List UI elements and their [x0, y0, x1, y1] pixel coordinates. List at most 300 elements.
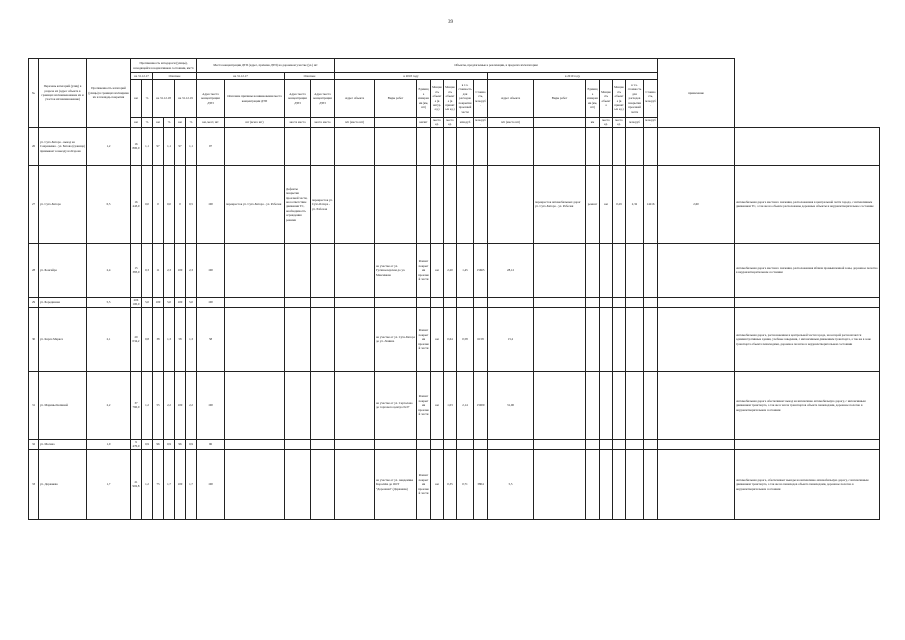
- cell-area: 15 383,0: [131, 243, 142, 297]
- table-header: [29, 59, 880, 128]
- cell-p18: 100: [175, 297, 186, 307]
- sub-cell: км: [131, 118, 142, 128]
- cell-obj19-note: [644, 307, 658, 371]
- cell-area: 37 760,0: [131, 371, 142, 439]
- cell-k19: 0,5: [186, 165, 197, 243]
- cell-p17: 55: [153, 371, 164, 439]
- cell-k18: 0,9: [164, 439, 175, 449]
- cell-obj19-p2: [626, 439, 644, 449]
- cell-p18: 100: [175, 371, 186, 439]
- cell-name: ул. Марины Копиной: [39, 371, 87, 439]
- cell-obj18-cost: [488, 297, 534, 307]
- sub-cell: место ед.: [613, 118, 626, 128]
- cell-empty: [335, 297, 375, 307]
- col-d17: на 31.12.17: [131, 73, 153, 80]
- cell-obj18-unit: км: [431, 307, 444, 371]
- col-reason-dtp: Описание причины возникновения места концентрации ДТП: [225, 80, 285, 118]
- cell-obj18-p1: 2,20: [444, 243, 457, 297]
- cell-name: ул. Сухэ-Батора - выезд на Совражевка - ул. Батова (граница) примыкает к выезду на Кэрона: [39, 127, 87, 165]
- cell-obj19-p1: [613, 297, 626, 307]
- table-row: [29, 243, 880, 297]
- col-work-type: Виды работ: [375, 80, 417, 118]
- cell-obj18-p2: [457, 439, 474, 449]
- cell-p19: 100: [197, 297, 225, 307]
- subheader-row: [29, 118, 880, 128]
- cell-dtp-addr2: [311, 127, 335, 165]
- cell-obj19-work: [586, 439, 600, 449]
- cell-dtp-reason: Дефекты покрытия проезжей части, несоответствие движения ТС, необходимость ограждения режима: [285, 165, 311, 243]
- cell-ext: 1,2: [87, 127, 131, 165]
- cell-p19: 100: [197, 165, 225, 243]
- col-km17: км: [131, 80, 142, 118]
- cell-obj19-p2: [626, 127, 644, 165]
- cell-obj19-p1: [613, 127, 626, 165]
- cell-obj18-note: [474, 127, 488, 165]
- cell-k17: 0,0: [142, 165, 153, 243]
- cell-dtp-addr: [225, 449, 285, 519]
- col-power4: Мощность объекта (в принятых ед.): [613, 80, 626, 118]
- cell-p18: 100: [175, 449, 186, 519]
- cell-n: 30: [29, 307, 39, 371]
- cell-obj19-addr: перекресток автомобильных дорог ул. Сухэ-Батора - ул. Рабочая: [534, 165, 586, 243]
- cell-note: Автомобильная дорога местного значения, расположенная в центральной части города, с интенсивным движением ТС, а так же на объекте расположены дорожные объекты и неудовлетворительное состояние: [735, 165, 880, 243]
- cell-obj19-cost: [658, 297, 735, 307]
- cell-name: ул. Доржиева: [39, 449, 87, 519]
- cell-p18: 96: [175, 439, 186, 449]
- cell-obj18-work: [417, 165, 431, 243]
- cell-n: 27: [29, 165, 39, 243]
- cell-obj19-note: [644, 297, 658, 307]
- cell-obj19-addr: [534, 297, 586, 307]
- col-power3: Мощность объекта: [600, 80, 613, 118]
- cell-obj18-p2: 0,58: [457, 307, 474, 371]
- cell-k19: 2,3: [186, 243, 197, 297]
- col-unit2: Единица измерения (км, шт): [586, 80, 600, 118]
- sub-cell: млн.руб: [626, 118, 644, 128]
- col-year2018: в 2018 году: [335, 73, 488, 80]
- cell-obj19-work: ремонт: [586, 165, 600, 243]
- cell-obj19-note: [644, 449, 658, 519]
- cell-dtp-addr2: перекресток ул. Сухэ-Батора - ул. Рабочая: [311, 165, 335, 243]
- cell-empty: [335, 127, 375, 165]
- cell-obj19-p2: 2,32: [626, 165, 644, 243]
- cell-k18: 5,0: [164, 297, 175, 307]
- table-row: [29, 449, 880, 519]
- cell-empty: [335, 165, 375, 243]
- cell-k19: 1,3: [186, 307, 197, 371]
- sub-cell: места места: [285, 118, 311, 128]
- cell-obj19-unit: [600, 243, 613, 297]
- cell-area: 9 470,0: [131, 439, 142, 449]
- cell-obj18-addr: на участке от ул. Гусиноозерская до ул. Максимова: [375, 243, 417, 297]
- cell-k17: 0,9: [142, 439, 153, 449]
- sub-cell: %: [186, 118, 197, 128]
- cell-dtp-addr2: [311, 243, 335, 297]
- cell-empty: [335, 307, 375, 371]
- cell-obj19-addr: [534, 243, 586, 297]
- cell-obj19-addr: [534, 127, 586, 165]
- cell-name: ул. Москва: [39, 439, 87, 449]
- cell-obj18-note: 6158: [474, 307, 488, 371]
- cell-obj19-addr: [534, 439, 586, 449]
- cell-name: ул. Сухэ-Батора: [39, 165, 87, 243]
- sub-cell: км/шт: [417, 118, 431, 128]
- cell-note: Автомобильная дорога, обеспечивает выезды на интенсивно автомобильную дорогу, с интенсивным движением транспорта, а так же на пешеходов объекта пешеходами, дорожное полотно в неудовлетворительном состоянии: [735, 449, 880, 519]
- cell-obj19-p1: [613, 243, 626, 297]
- cell-obj18-note: [474, 165, 488, 243]
- cell-dtp-reason: [285, 297, 311, 307]
- cell-p17: 0: [153, 165, 164, 243]
- cell-obj18-cost: [488, 439, 534, 449]
- cell-p17: 100: [153, 297, 164, 307]
- cell-obj18-addr: [375, 165, 417, 243]
- cell-dtp-reason: [285, 449, 311, 519]
- cell-obj18-cost: 5,5: [488, 449, 534, 519]
- cell-obj19-cost: 2,60: [658, 165, 735, 243]
- cell-obj18-cost: [488, 165, 534, 243]
- col-cost2: Стоимость, млн.руб.: [644, 80, 658, 118]
- cell-obj18-note: 3804: [474, 449, 488, 519]
- sub-cell: место ед.: [444, 118, 457, 128]
- cell-obj19-unit: [600, 449, 613, 519]
- table-row: [29, 307, 880, 371]
- cell-obj19-note: 14216: [644, 165, 658, 243]
- col-power: Мощность объекта (в натур. ед.): [431, 80, 444, 118]
- cell-obj18-p2: [457, 127, 474, 165]
- cell-k18: 2,2: [164, 371, 175, 439]
- table-row: [29, 371, 880, 439]
- col-number: №: [29, 59, 39, 128]
- cell-obj19-work: [586, 371, 600, 439]
- cell-dtp-addr: [225, 371, 285, 439]
- cell-obj19-addr: [534, 371, 586, 439]
- cell-area: 16 443,0: [131, 165, 142, 243]
- cell-obj19-work: [586, 449, 600, 519]
- cell-note: Автомобильная дорога обеспечивает выезд на интенсивно автомобильную дорогу, с интенсивным движением транспорта, а так же в числе транспортов объекта пешеходами, дорожное полотно в неудовлетворительном состоянии: [735, 371, 880, 439]
- cell-n: 32: [29, 439, 39, 449]
- cell-obj19-work: [586, 307, 600, 371]
- sub-cell: км: [586, 118, 600, 128]
- cell-obj18-addr: [375, 127, 417, 165]
- cell-obj18-p1: 0,35: [444, 449, 457, 519]
- col-cost-note2: в т.ч. стоимость для расходов покрытия проезжей части: [626, 80, 644, 118]
- cell-obj19-p2: [626, 307, 644, 371]
- sub-cell: п/п (место шт): [335, 118, 375, 128]
- cell-obj18-p2: 1,45: [457, 243, 474, 297]
- cell-p19: 58: [197, 307, 225, 371]
- cell-obj18-work: Ремонт покрытия проезжей части: [417, 371, 431, 439]
- cell-obj18-p1: [444, 165, 457, 243]
- cell-obj18-unit: [431, 297, 444, 307]
- cell-dtp-addr2: [311, 439, 335, 449]
- cell-obj18-work: [417, 439, 431, 449]
- col-objects-group: Объекты, предлагаемые к реализации, в пределах их/категории: [335, 59, 658, 73]
- col-d18: на 31.12.18: [153, 80, 175, 118]
- cell-k17: 1,1: [142, 127, 153, 165]
- cell-obj18-p1: 0,64: [444, 307, 457, 371]
- cell-k17: 0,3: [142, 243, 153, 297]
- cell-note: [735, 127, 880, 165]
- cell-dtp-addr: перекресток ул. Сухэ-Батора - ул. Рабочая: [225, 165, 285, 243]
- cell-obj19-cost: [658, 449, 735, 519]
- table-row: [29, 297, 880, 307]
- cell-k19: 2,2: [186, 371, 197, 439]
- cell-k17: 5,0: [142, 297, 153, 307]
- cell-obj19-unit: [600, 371, 613, 439]
- cell-p17: 38: [153, 307, 164, 371]
- col-dtp-d1: на 31.12.17: [197, 73, 285, 80]
- table-row: [29, 127, 880, 165]
- cell-dtp-reason: [285, 243, 311, 297]
- cell-obj18-note: [474, 297, 488, 307]
- cell-obj19-p1: [613, 307, 626, 371]
- cell-obj18-unit: [431, 165, 444, 243]
- cell-obj18-p2: 0,71: [457, 449, 474, 519]
- cell-obj19-note: [644, 127, 658, 165]
- col-power2: Мощность объекта (в принятых ед.): [444, 80, 457, 118]
- cell-p19: 97: [197, 127, 225, 165]
- col-share-group: Протяженность автодороги (улицы), находящейся в нормативном состоянии, км/%: [131, 59, 197, 73]
- cell-p19: 96: [197, 439, 225, 449]
- cell-obj18-work: Ремонт покрытия проезжей части: [417, 307, 431, 371]
- cell-obj18-p2: 2,14: [457, 371, 474, 439]
- cell-p17: 75: [153, 449, 164, 519]
- cell-obj19-unit: [600, 307, 613, 371]
- sub-cell: км: [153, 118, 164, 128]
- sub-cell: млн.руб.: [645, 118, 656, 127]
- cell-ext: 5,5: [87, 297, 131, 307]
- cell-obj18-unit: км: [431, 449, 444, 519]
- col-addr-dtp2: Адрес места концентрации ДТП: [285, 80, 311, 118]
- sub-cell: [534, 118, 586, 128]
- cell-obj18-cost: 31,00: [488, 371, 534, 439]
- cell-dtp-addr: [225, 297, 285, 307]
- cell-p19: 100: [197, 371, 225, 439]
- sub-cell: млн.руб.: [475, 118, 486, 127]
- cell-empty: [335, 371, 375, 439]
- sub-cell: %: [142, 118, 153, 128]
- cell-k19: 1,1: [186, 127, 197, 165]
- cell-area: 16 800,0: [131, 127, 142, 165]
- cell-obj19-addr: [534, 449, 586, 519]
- cell-obj19-unit: [600, 439, 613, 449]
- cell-p18: 100: [175, 243, 186, 297]
- cell-k19: 5,0: [186, 297, 197, 307]
- cell-obj18-unit: км: [431, 243, 444, 297]
- table-row: [29, 165, 880, 243]
- col-including: Опасные: [153, 73, 197, 80]
- cell-obj19-work: [586, 127, 600, 165]
- table-body: [29, 127, 880, 519]
- cell-name: ул. Бонсайра: [39, 243, 87, 297]
- sub-cell: место ед.: [431, 118, 444, 128]
- cell-note: [735, 439, 880, 449]
- col-work-type2: Виды работ: [534, 80, 586, 118]
- table-row: [29, 439, 880, 449]
- cell-obj18-p1: [444, 127, 457, 165]
- cell-p19: 100: [197, 243, 225, 297]
- cell-dtp-addr2: [311, 307, 335, 371]
- sub-cell: км, мест, шт: [197, 118, 225, 128]
- cell-obj19-p1: [613, 439, 626, 449]
- cell-ext: 2,4: [87, 243, 131, 297]
- cell-obj19-note: [644, 371, 658, 439]
- cell-dtp-reason: [285, 307, 311, 371]
- cell-k18: 2,3: [164, 243, 175, 297]
- col-notes: примечание: [658, 59, 735, 128]
- cell-dtp-addr: [225, 307, 285, 371]
- cell-area: 29 034,2: [131, 307, 142, 371]
- cell-obj19-cost: [658, 439, 735, 449]
- sub-cell: млн.руб: [457, 118, 474, 128]
- cell-n: 31: [29, 371, 39, 439]
- cell-n: 28: [29, 243, 39, 297]
- cell-obj18-p1: 1,03: [444, 371, 457, 439]
- cell-p19: 100: [197, 449, 225, 519]
- cell-obj18-note: [474, 439, 488, 449]
- cell-ext: 1,7: [87, 449, 131, 519]
- cell-obj19-note: [644, 243, 658, 297]
- cell-ext: 2,2: [87, 371, 131, 439]
- cell-obj18-addr: на участке от ул. Академика Королёва до ООТ "Дорожная" (Доржиева): [375, 449, 417, 519]
- col-extent: Протяженность категорий (улицы) в границах их/ширина их и площадь покрытия: [87, 59, 131, 128]
- cell-obj18-note: 15665: [474, 243, 488, 297]
- col-addr-dtp: Адрес места концентрации ДТП: [197, 80, 225, 118]
- cell-obj18-work: [417, 127, 431, 165]
- sub-cell: км: [175, 118, 186, 128]
- cell-obj18-unit: км: [431, 371, 444, 439]
- cell-name: ул. Карла Маркса: [39, 307, 87, 371]
- cell-obj19-note: [644, 439, 658, 449]
- cell-k17: 1,2: [142, 449, 153, 519]
- col-dtp-including: Опасные: [285, 73, 335, 80]
- cell-obj18-unit: [431, 127, 444, 165]
- cell-dtp-addr: [225, 127, 285, 165]
- cell-obj19-p2: [626, 371, 644, 439]
- cell-obj19-cost: [658, 371, 735, 439]
- cell-p18: 97: [175, 127, 186, 165]
- cell-name: ул. Бородинова: [39, 297, 87, 307]
- cell-dtp-reason: [285, 371, 311, 439]
- col-unit: Единица измерения (км, шт): [417, 80, 431, 118]
- col-list: Перечень категорий (улиц) в разрезе их (адрес объекта в границах их/наименование их и участок их/наименование): [39, 59, 87, 128]
- cell-obj18-p2: [457, 297, 474, 307]
- cell-k17: 1,2: [142, 371, 153, 439]
- sub-cell: шт (всего шт): [225, 118, 285, 128]
- cell-obj19-p2: [626, 297, 644, 307]
- cell-obj19-work: [586, 243, 600, 297]
- cell-k19: 0,9: [186, 439, 197, 449]
- col-addr-dtp3: Адрес места концентрации ДТП: [311, 80, 335, 118]
- cell-obj18-work: [417, 297, 431, 307]
- cell-note: Автомобильная дорога местного значения, расположенная вблизи промышленной зоны, дорожное полотно в неудовлетворительном состоянии: [735, 243, 880, 297]
- sub-cell: %: [164, 118, 175, 128]
- cell-k18: 1,3: [164, 307, 175, 371]
- col-cost: Стоимость, млн.руб.: [474, 80, 488, 118]
- cell-dtp-addr2: [311, 371, 335, 439]
- cell-obj19-cost: [658, 307, 735, 371]
- cell-obj18-p1: [444, 439, 457, 449]
- cell-k17: 0,8: [142, 307, 153, 371]
- cell-n: 33: [29, 449, 39, 519]
- cell-obj19-addr: [534, 307, 586, 371]
- sub-cell: п/п (место шт): [488, 118, 534, 128]
- col-pct17: %: [142, 80, 153, 118]
- sub-cell: [375, 118, 417, 128]
- cell-p17: 96: [153, 439, 164, 449]
- col-cost-note: в т.ч. стоимость для расходов покрытия проезжей части: [457, 80, 474, 118]
- cell-dtp-addr: [225, 243, 285, 297]
- cell-obj18-addr: [375, 439, 417, 449]
- cell-dtp-addr: [225, 439, 285, 449]
- col-addr-obj: Адрес объекта: [335, 80, 375, 118]
- cell-empty: [335, 243, 375, 297]
- cell-ext: 0,5: [87, 165, 131, 243]
- sub-cell: место ед.: [600, 118, 613, 128]
- cell-obj18-addr: на участке от ул. Сертолово до торгового центра №37: [375, 371, 417, 439]
- cell-obj19-cost: [658, 243, 735, 297]
- cell-obj18-cost: [488, 127, 534, 165]
- cell-k18: 1,1: [164, 127, 175, 165]
- cell-obj18-p1: [444, 297, 457, 307]
- cell-obj18-addr: [375, 297, 417, 307]
- cell-obj19-work: [586, 297, 600, 307]
- cell-note: [735, 297, 880, 307]
- cell-ext: 2,1: [87, 307, 131, 371]
- cell-obj18-note: 15000: [474, 371, 488, 439]
- cell-dtp-addr2: [311, 297, 335, 307]
- cell-obj19-unit: [600, 297, 613, 307]
- cell-n: 26: [29, 127, 39, 165]
- col-addr-obj2: Адрес объекта: [488, 80, 534, 118]
- cell-note: Автомобильная дорога, расположенная в центральной части города, на которой располагаются административные здания, учебные заведения, с интенсивным движением транспорта, а так же в зоне транспорта объекта пешеходами, дорожное полотно в неудовлетворительном состоянии: [735, 307, 880, 371]
- cell-k18: 0,0: [164, 165, 175, 243]
- cell-k18: 1,7: [164, 449, 175, 519]
- cell-p18: 0: [175, 165, 186, 243]
- cell-obj19-p1: [613, 449, 626, 519]
- col-dtp-group: Места концентрации ДТП (адрес, причина ДТП) на дорожном участке (ул.) шт: [197, 59, 335, 73]
- cell-obj19-p2: [626, 449, 644, 519]
- cell-area: 21 902,8: [131, 449, 142, 519]
- cell-obj18-work: Ремонт покрытия проезжей части: [417, 449, 431, 519]
- cell-p18: 58: [175, 307, 186, 371]
- cell-obj18-addr: на участке от ул. Сухэ-Батора до ул. Ленина: [375, 307, 417, 371]
- sub-cell: место место: [311, 118, 335, 128]
- cell-obj19-p2: [626, 243, 644, 297]
- cell-dtp-reason: [285, 439, 311, 449]
- cell-dtp-addr2: [311, 449, 335, 519]
- cell-ext: 1,0: [87, 439, 131, 449]
- cell-obj19-p1: [613, 371, 626, 439]
- col-year2019: в 2019 году: [488, 73, 658, 80]
- cell-obj19-p1: 0,29: [613, 165, 626, 243]
- cell-empty: [335, 449, 375, 519]
- page-number: 39: [448, 20, 453, 25]
- data-table: [28, 58, 880, 520]
- cell-p17: 97: [153, 127, 164, 165]
- cell-k19: 1,7: [186, 449, 197, 519]
- cell-obj18-unit: [431, 439, 444, 449]
- cell-dtp-reason: [285, 127, 311, 165]
- cell-obj19-unit: км: [600, 165, 613, 243]
- cell-obj18-cost: 28,12: [488, 243, 534, 297]
- cell-n: 29: [29, 297, 39, 307]
- cell-empty: [335, 439, 375, 449]
- cell-obj19-unit: [600, 127, 613, 165]
- cell-obj18-p2: [457, 165, 474, 243]
- cell-obj18-work: Ремонт покрытия проезжей части: [417, 243, 431, 297]
- col-d19: на 31.12.19: [175, 80, 197, 118]
